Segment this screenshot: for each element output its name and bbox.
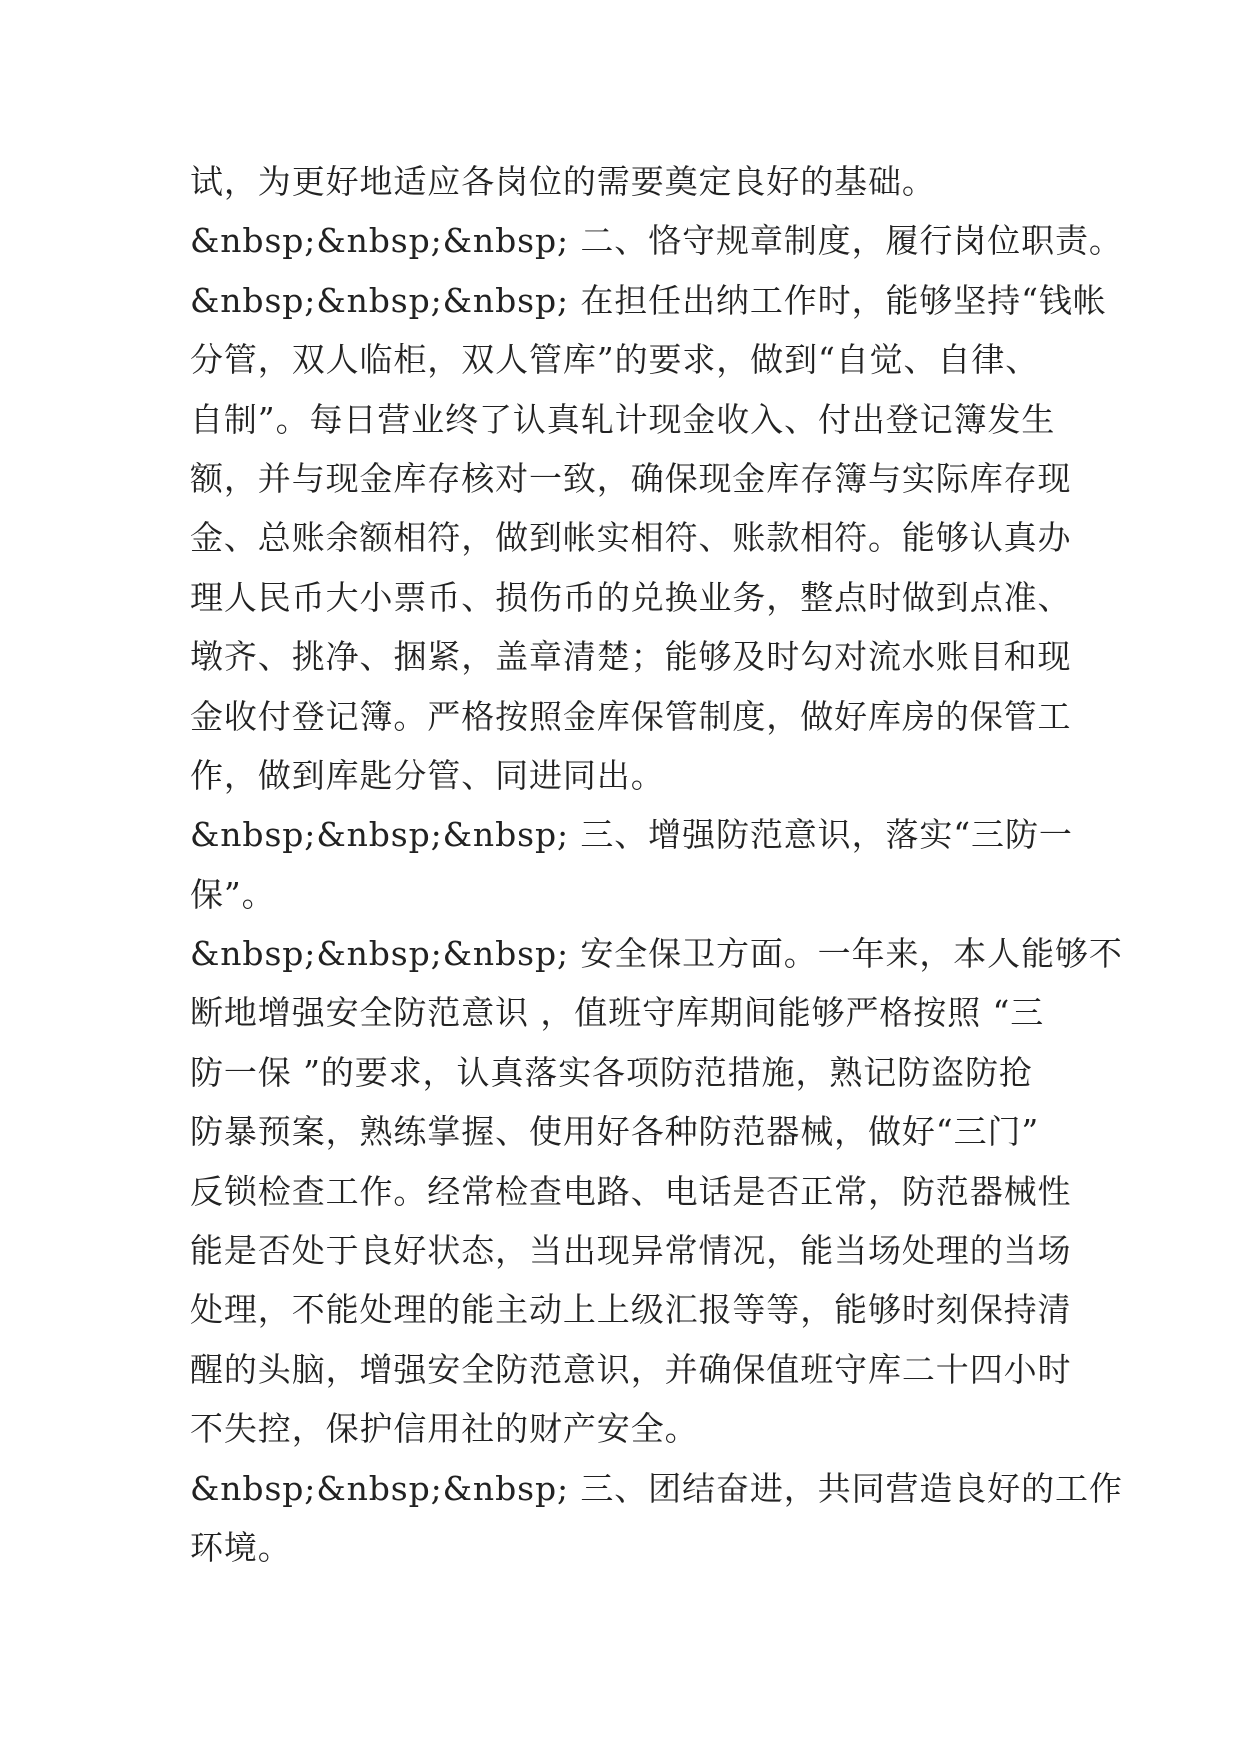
- section-heading: &nbsp;&nbsp;&nbsp; 三、团结奋进，共同营造良好的工作: [190, 1468, 1123, 1508]
- text-line: 试，为更好地适应各岗位的需要奠定良好的基础。: [190, 162, 936, 201]
- text-line: 作，做到库匙分管、同进同出。: [190, 755, 665, 795]
- section-heading: &nbsp;&nbsp;&nbsp; 二、恪守规章制度，履行岗位职责。: [190, 221, 1123, 261]
- text-line: 醒的头脑，增强安全防范意识，并确保值班守库二十四小时: [190, 1349, 1072, 1389]
- text-line: 分管，双人临柜，双人管库”的要求，做到“自觉、自律、: [190, 340, 1040, 380]
- text-line: &nbsp;&nbsp;&nbsp; 安全保卫方面。一年来，本人能够不: [190, 934, 1123, 974]
- text-line: 理人民币大小票币、损伤币的兑换业务，整点时做到点准、: [190, 577, 1072, 617]
- text-line: 断地增强安全防范意识 ，值班守库期间能够严格按照 “三: [190, 993, 1045, 1033]
- text-line: 防暴预案，熟练掌握、使用好各种防范器械，做好“三门”: [190, 1112, 1040, 1152]
- section-heading: &nbsp;&nbsp;&nbsp; 三、增强防范意识，落实“三防一: [190, 815, 1073, 855]
- text-line: 防一保 ”的要求，认真落实各项防范措施，熟记防盗防抢: [190, 1052, 1033, 1092]
- text-line: &nbsp;&nbsp;&nbsp; 在担任出纳工作时，能够坚持“钱帐: [190, 280, 1107, 320]
- body-text: [190, 152, 1123, 1577]
- text-line: 保”。: [190, 874, 276, 914]
- text-line: 墩齐、挑净、捆紧，盖章清楚；能够及时勾对流水账目和现: [190, 637, 1072, 677]
- text-line: 金收付登记簿。严格按照金库保管制度，做好库房的保管工: [190, 696, 1072, 736]
- text-line: 额，并与现金库存核对一致，确保现金库存簿与实际库存现: [190, 458, 1072, 498]
- text-line: 环境。: [190, 1527, 292, 1567]
- text-line: 自制”。每日营业终了认真轧计现金收入、付出登记簿发生: [190, 399, 1056, 439]
- text-line: 反锁检查工作。经常检查电路、电话是否正常，防范器械性: [190, 1171, 1072, 1211]
- text-line: 不失控，保护信用社的财产安全。: [190, 1409, 699, 1449]
- text-line: 金、总账余额相符，做到帐实相符、账款相符。能够认真办: [190, 518, 1072, 558]
- text-line: 能是否处于良好状态，当出现异常情况，能当场处理的当场: [190, 1231, 1072, 1271]
- text-line: 处理，不能处理的能主动上上级汇报等等，能够时刻保持清: [190, 1290, 1072, 1330]
